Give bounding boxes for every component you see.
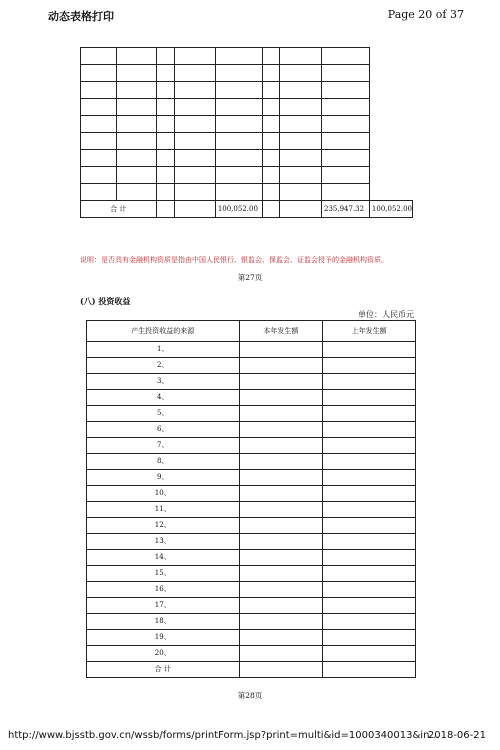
row-label: 12、 — [87, 518, 240, 534]
table-cell — [156, 82, 174, 99]
row-label: 4、 — [87, 390, 240, 406]
table-row — [87, 486, 416, 502]
table-cell — [239, 566, 323, 582]
table-cell — [239, 662, 323, 678]
table-cell — [81, 167, 117, 184]
table-cell — [262, 184, 279, 201]
table-cell — [323, 470, 416, 486]
row-label: 13、 — [87, 534, 240, 550]
table-cell — [156, 99, 174, 116]
table-cell — [81, 133, 117, 150]
table-row — [87, 422, 416, 438]
table-cell — [323, 422, 416, 438]
table-cell — [262, 65, 279, 82]
table-cell — [239, 422, 323, 438]
document-title: 动态表格打印 — [48, 10, 114, 23]
total-row — [87, 662, 416, 678]
row-label: 17、 — [87, 598, 240, 614]
table-row — [81, 167, 413, 184]
table-cell — [156, 167, 174, 184]
table-cell — [215, 99, 262, 116]
table-cell — [156, 184, 174, 201]
total-cell — [156, 201, 174, 218]
table-cell — [156, 150, 174, 167]
table-cell — [81, 65, 117, 82]
table-cell — [239, 614, 323, 630]
table-row — [87, 518, 416, 534]
table-cell — [81, 82, 117, 99]
row-label: 5、 — [87, 406, 240, 422]
table-cell — [239, 406, 323, 422]
column-header: 本年发生额 — [239, 321, 323, 342]
table-cell — [323, 534, 416, 550]
table-cell — [239, 486, 323, 502]
table-cell — [174, 167, 215, 184]
row-label: 1、 — [87, 342, 240, 358]
table-cell — [215, 65, 262, 82]
total-cell — [262, 201, 279, 218]
table-cell — [323, 390, 416, 406]
table-cell — [262, 99, 279, 116]
table-row — [81, 99, 413, 116]
table-cell — [239, 502, 323, 518]
table-cell — [323, 566, 416, 582]
total-label: 合 计 — [87, 662, 240, 678]
table-cell — [239, 534, 323, 550]
footer-url: http://www.bjsstb.gov.cn/wssb/forms/printForm.jsp?print=multi&id=1000340013&in... — [8, 730, 439, 741]
total-cell — [279, 201, 321, 218]
table-cell — [239, 390, 323, 406]
table-cell — [323, 598, 416, 614]
table-cell — [156, 48, 174, 65]
table-cell — [239, 374, 323, 390]
table-cell — [239, 438, 323, 454]
page-indicator: Page 20 of 37 — [387, 8, 464, 21]
table-row — [87, 390, 416, 406]
table-cell — [174, 116, 215, 133]
table-cell — [117, 82, 156, 99]
table-row — [87, 374, 416, 390]
table-cell — [174, 99, 215, 116]
table-row — [81, 133, 413, 150]
table-cell — [81, 150, 117, 167]
table-cell — [323, 486, 416, 502]
header-row — [87, 321, 416, 342]
table-cell — [239, 518, 323, 534]
table-cell — [239, 454, 323, 470]
table-cell — [323, 342, 416, 358]
table-row — [87, 470, 416, 486]
explanatory-note: 说明：是否具有金融机构资质是指由中国人民银行、银监会、保监会、证监会授予的金融机构资质。 — [80, 256, 388, 264]
total-cell: 100,052.00 — [369, 201, 412, 218]
table-cell — [279, 116, 321, 133]
table-cell — [215, 150, 262, 167]
table-cell — [81, 184, 117, 201]
table-cell — [174, 65, 215, 82]
table-cell — [117, 133, 156, 150]
row-label: 14、 — [87, 550, 240, 566]
page-number-28: 第28页 — [237, 691, 263, 700]
table-cell — [239, 342, 323, 358]
table-cell — [117, 48, 156, 65]
table-cell — [323, 502, 416, 518]
table-row — [81, 184, 413, 201]
total-cell: 100,052.00 — [215, 201, 262, 218]
row-label: 8、 — [87, 454, 240, 470]
row-label: 15、 — [87, 566, 240, 582]
continuation-table — [80, 47, 413, 218]
table-row — [81, 82, 413, 99]
table-cell — [239, 598, 323, 614]
table-cell — [279, 48, 321, 65]
table-cell — [239, 646, 323, 662]
table-cell — [323, 374, 416, 390]
table-cell — [215, 48, 262, 65]
table-cell — [279, 133, 321, 150]
table-cell — [323, 630, 416, 646]
table-row — [87, 550, 416, 566]
table-row — [81, 65, 413, 82]
table-row — [87, 534, 416, 550]
table-cell — [239, 358, 323, 374]
table-cell — [156, 116, 174, 133]
table-row — [81, 150, 413, 167]
total-row — [81, 201, 413, 218]
table-cell — [323, 662, 416, 678]
table-cell — [117, 167, 156, 184]
table-cell — [279, 99, 321, 116]
table-cell — [156, 65, 174, 82]
table-row — [81, 48, 413, 65]
table-cell — [322, 116, 370, 133]
row-label: 18、 — [87, 614, 240, 630]
table-cell — [262, 48, 279, 65]
table-cell — [322, 82, 370, 99]
section-title: (八) 投资收益 — [80, 296, 131, 306]
row-label: 20、 — [87, 646, 240, 662]
table-cell — [322, 99, 370, 116]
table-cell — [323, 358, 416, 374]
table-cell — [174, 48, 215, 65]
table-cell — [323, 614, 416, 630]
table-cell — [117, 99, 156, 116]
page-number-27: 第27页 — [237, 273, 263, 282]
total-label: 合 计 — [81, 201, 157, 218]
table-cell — [174, 150, 215, 167]
table-cell — [279, 65, 321, 82]
row-label: 3、 — [87, 374, 240, 390]
table-row — [87, 566, 416, 582]
table-cell — [262, 82, 279, 99]
table-cell — [81, 99, 117, 116]
table-cell — [262, 116, 279, 133]
table-row — [87, 406, 416, 422]
row-label: 2、 — [87, 358, 240, 374]
table-cell — [322, 48, 370, 65]
table-cell — [215, 167, 262, 184]
table-row — [81, 116, 413, 133]
table-cell — [322, 167, 370, 184]
table-cell — [215, 184, 262, 201]
table-cell — [117, 184, 156, 201]
table-cell — [322, 133, 370, 150]
table-row — [87, 614, 416, 630]
table-cell — [279, 150, 321, 167]
table-cell — [215, 82, 262, 99]
row-label: 6、 — [87, 422, 240, 438]
table-cell — [262, 167, 279, 184]
table-cell — [323, 646, 416, 662]
table-cell — [279, 82, 321, 99]
footer-date: 2018-06-21 — [427, 730, 486, 741]
table-cell — [215, 116, 262, 133]
table-cell — [156, 133, 174, 150]
total-cell — [174, 201, 215, 218]
table-cell — [239, 470, 323, 486]
table-cell — [279, 184, 321, 201]
table-cell — [174, 82, 215, 99]
table-cell — [81, 48, 117, 65]
table-row — [87, 438, 416, 454]
table-row — [87, 358, 416, 374]
currency-unit: 单位：人民币元 — [358, 310, 414, 319]
investment-income-table — [86, 320, 416, 678]
table-row — [87, 646, 416, 662]
table-cell — [117, 116, 156, 133]
table-row — [87, 582, 416, 598]
row-label: 7、 — [87, 438, 240, 454]
table-cell — [322, 184, 370, 201]
table-cell — [262, 150, 279, 167]
row-label: 16、 — [87, 582, 240, 598]
table-row — [87, 502, 416, 518]
table-cell — [323, 454, 416, 470]
table-cell — [81, 116, 117, 133]
total-cell: 235,947.32 — [322, 201, 370, 218]
table-cell — [117, 150, 156, 167]
table-cell — [322, 65, 370, 82]
table-row — [87, 342, 416, 358]
table-cell — [117, 65, 156, 82]
row-label: 11、 — [87, 502, 240, 518]
table-cell — [323, 582, 416, 598]
table-cell — [239, 582, 323, 598]
table-row — [87, 598, 416, 614]
table-cell — [215, 133, 262, 150]
table-cell — [174, 184, 215, 201]
table-cell — [323, 406, 416, 422]
table-cell — [323, 518, 416, 534]
table-cell — [239, 550, 323, 566]
column-header: 产生投资收益的来源 — [87, 321, 240, 342]
table-cell — [239, 630, 323, 646]
table-cell — [174, 133, 215, 150]
column-header: 上年发生额 — [323, 321, 416, 342]
table-row — [87, 454, 416, 470]
table-cell — [323, 438, 416, 454]
row-label: 19、 — [87, 630, 240, 646]
row-label: 10、 — [87, 486, 240, 502]
table-cell — [322, 150, 370, 167]
table-cell — [279, 167, 321, 184]
table-cell — [262, 133, 279, 150]
row-label: 9、 — [87, 470, 240, 486]
table-row — [87, 630, 416, 646]
table-cell — [323, 550, 416, 566]
